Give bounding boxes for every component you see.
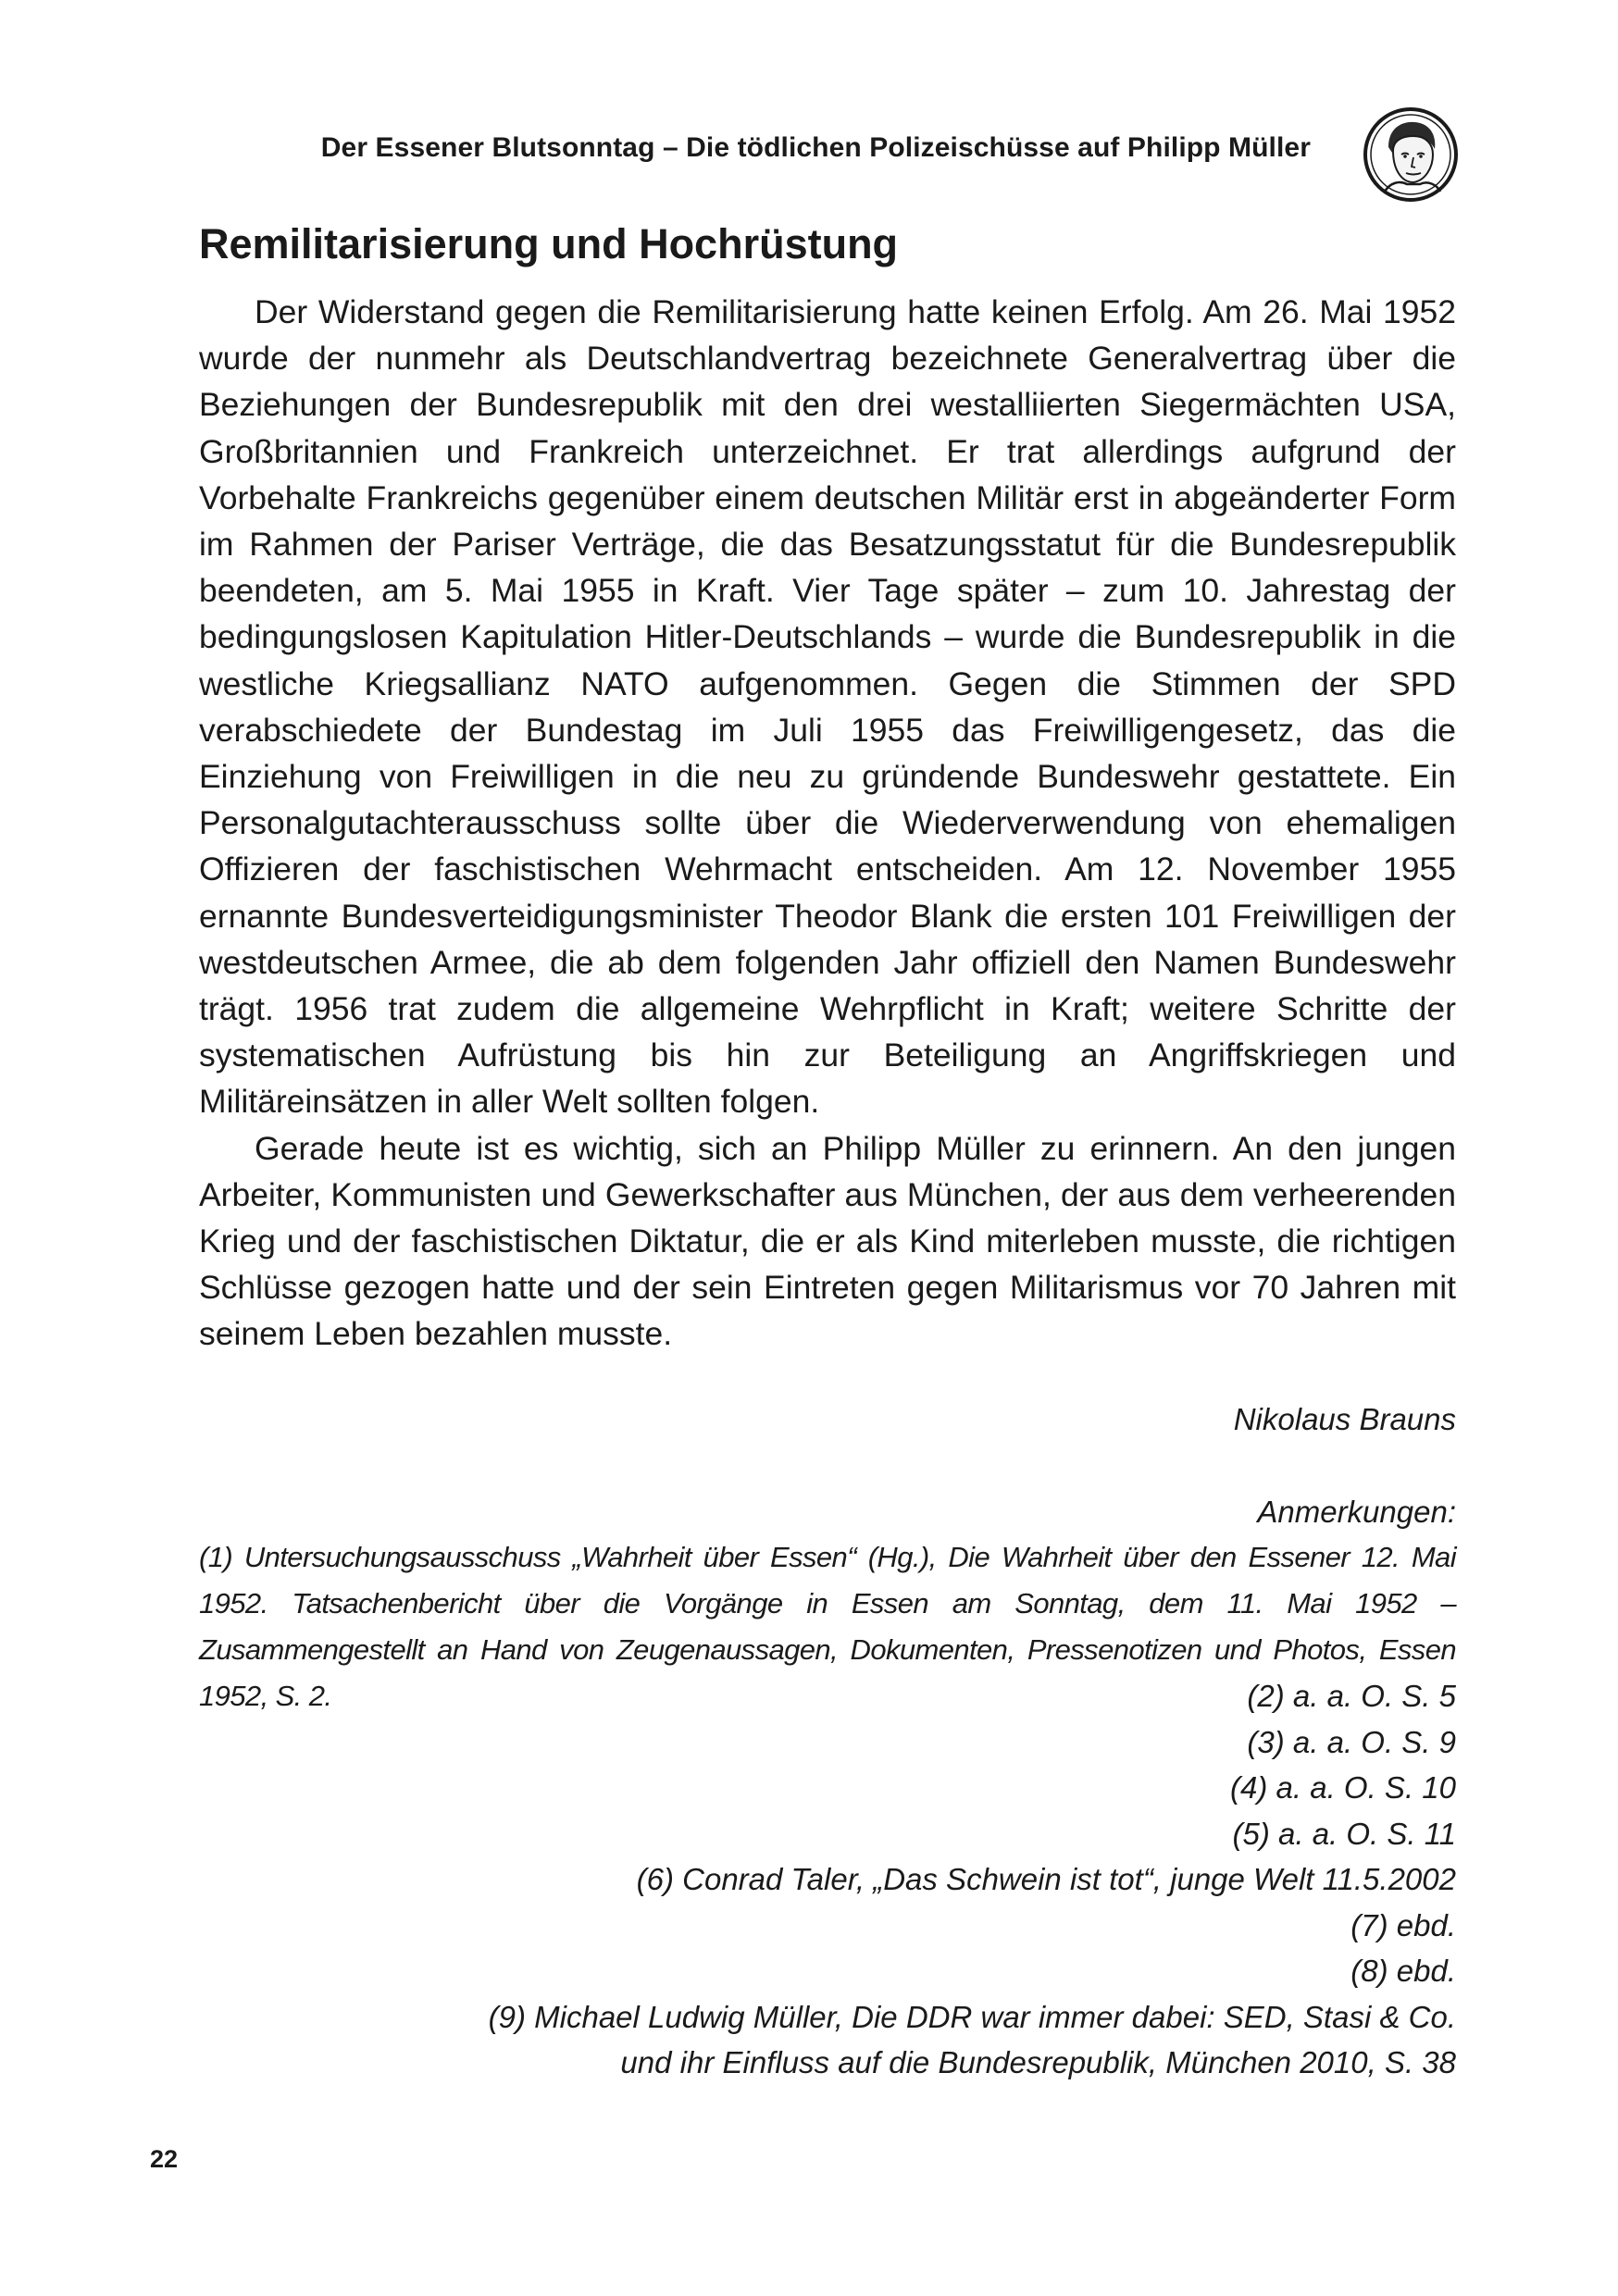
body-text [199, 289, 1456, 1358]
page-number: 22 [150, 2145, 179, 2173]
footnote: (3) a. a. O. S. 9 [1247, 1724, 1456, 1759]
paragraph: Gerade heute ist es wichtig, sich an Philipp Müller zu erinnern. An den jungen Arbeiter, Kommunisten und Gewerkschafter aus München, der aus dem verheerenden Krieg und der faschistischen Diktatur, die er als Kind miterleben musste, die richtigen Schlüsse gezogen hatte und der sein Eintreten gegen Militarismus vor 70 Jahren mit seinem Leben bezahlen musste. [199, 1129, 1456, 1353]
notes-heading: Anmerkungen: [1257, 1495, 1456, 1529]
footnote: (2) a. a. O. S. 5 [1247, 1679, 1456, 1713]
portrait-medallion-icon [1363, 106, 1459, 203]
footnote-continuation: und ihr Einfluss auf die Bundesrepublik, München 2010, S. 38 [620, 2045, 1456, 2079]
footnote: (1) Untersuchungsausschuss „Wahrheit über Essen“ (Hg.), Die Wahrheit über den Essener 12. Mai 1952. Tatsachenbericht über die Vorgänge in Essen am Sonntag, dem 11. Mai 1952 – Zusammengestellt an Hand von Zeugenaussagen, Dokumenten, Pressenotizen und Photos, Essen 1952, S. 2. [199, 1541, 1456, 1712]
page-header [199, 106, 1459, 208]
running-title: Der Essener Blutsonntag – Die tödlichen Polizeischüsse auf Philipp Müller [320, 132, 1311, 163]
footnote: (4) a. a. O. S. 10 [1230, 1770, 1456, 1805]
author-signature: Nikolaus Brauns [1233, 1402, 1456, 1436]
footnote: (5) a. a. O. S. 11 [1232, 1816, 1456, 1851]
footnote: (9) Michael Ludwig Müller, Die DDR war immer dabei: SED, Stasi & Co. [488, 1999, 1456, 2034]
footnote: (6) Conrad Taler, „Das Schwein ist tot“, junge Welt 11.5.2002 [636, 1862, 1456, 1896]
section-heading: Remilitarisierung und Hochrüstung [199, 220, 899, 267]
footnote-list [253, 1673, 1456, 2086]
footnote: (8) ebd. [1350, 1954, 1456, 1988]
footnote: (7) ebd. [1350, 1907, 1456, 1942]
paragraph: Der Widerstand gegen die Remilitarisierung hatte keinen Erfolg. Am 26. Mai 1952 wurde der nunmehr als Deutschlandvertrag bezeichnete Generalvertrag über die Beziehungen der Bundesrepublik mit den drei westalliierten Siegermächten USA, Großbritannien und Frankreich unterzeichnet. Er trat allerdings aufgrund der Vorbehalte Frankreichs gegenüber einem deutschen Militär erst in abgeänderter Form im Rahmen der Pariser Verträge, die das Besatzungsstatut für die Bundesrepublik beendeten, am 5. Mai 1955 in Kraft. Vier Tage später – zum 10. Jahrestag der bedingungslosen Kapitulation Hitler-Deutschlands – wurde die Bundesrepublik in die westliche Kriegsallianz NATO aufgenommen. Gegen die Stimmen der SPD verabschiedete der Bundestag im Juli 1955 das Freiwilligengesetz, das die Einziehung von Freiwilligen in die neu zu gründende Bundeswehr gestattete. Ein Personalgutachterausschuss sollte über die Wiederverwendung von ehemaligen Offizieren der faschistischen Wehrmacht entscheiden. Am 12. November 1955 ernannte Bundesverteidigungsminister Theodor Blank die ersten 101 Freiwilligen der westdeutschen Armee, die ab dem folgenden Jahr offiziell den Namen Bundeswehr trägt. 1956 trat zudem die allgemeine Wehrpflicht in Kraft; weitere Schritte der systematischen Aufrüstung bis hin zur Beteiligung an Angriffskriegen und Militäreinsätzen in aller Welt sollten folgen. [199, 293, 1456, 1121]
